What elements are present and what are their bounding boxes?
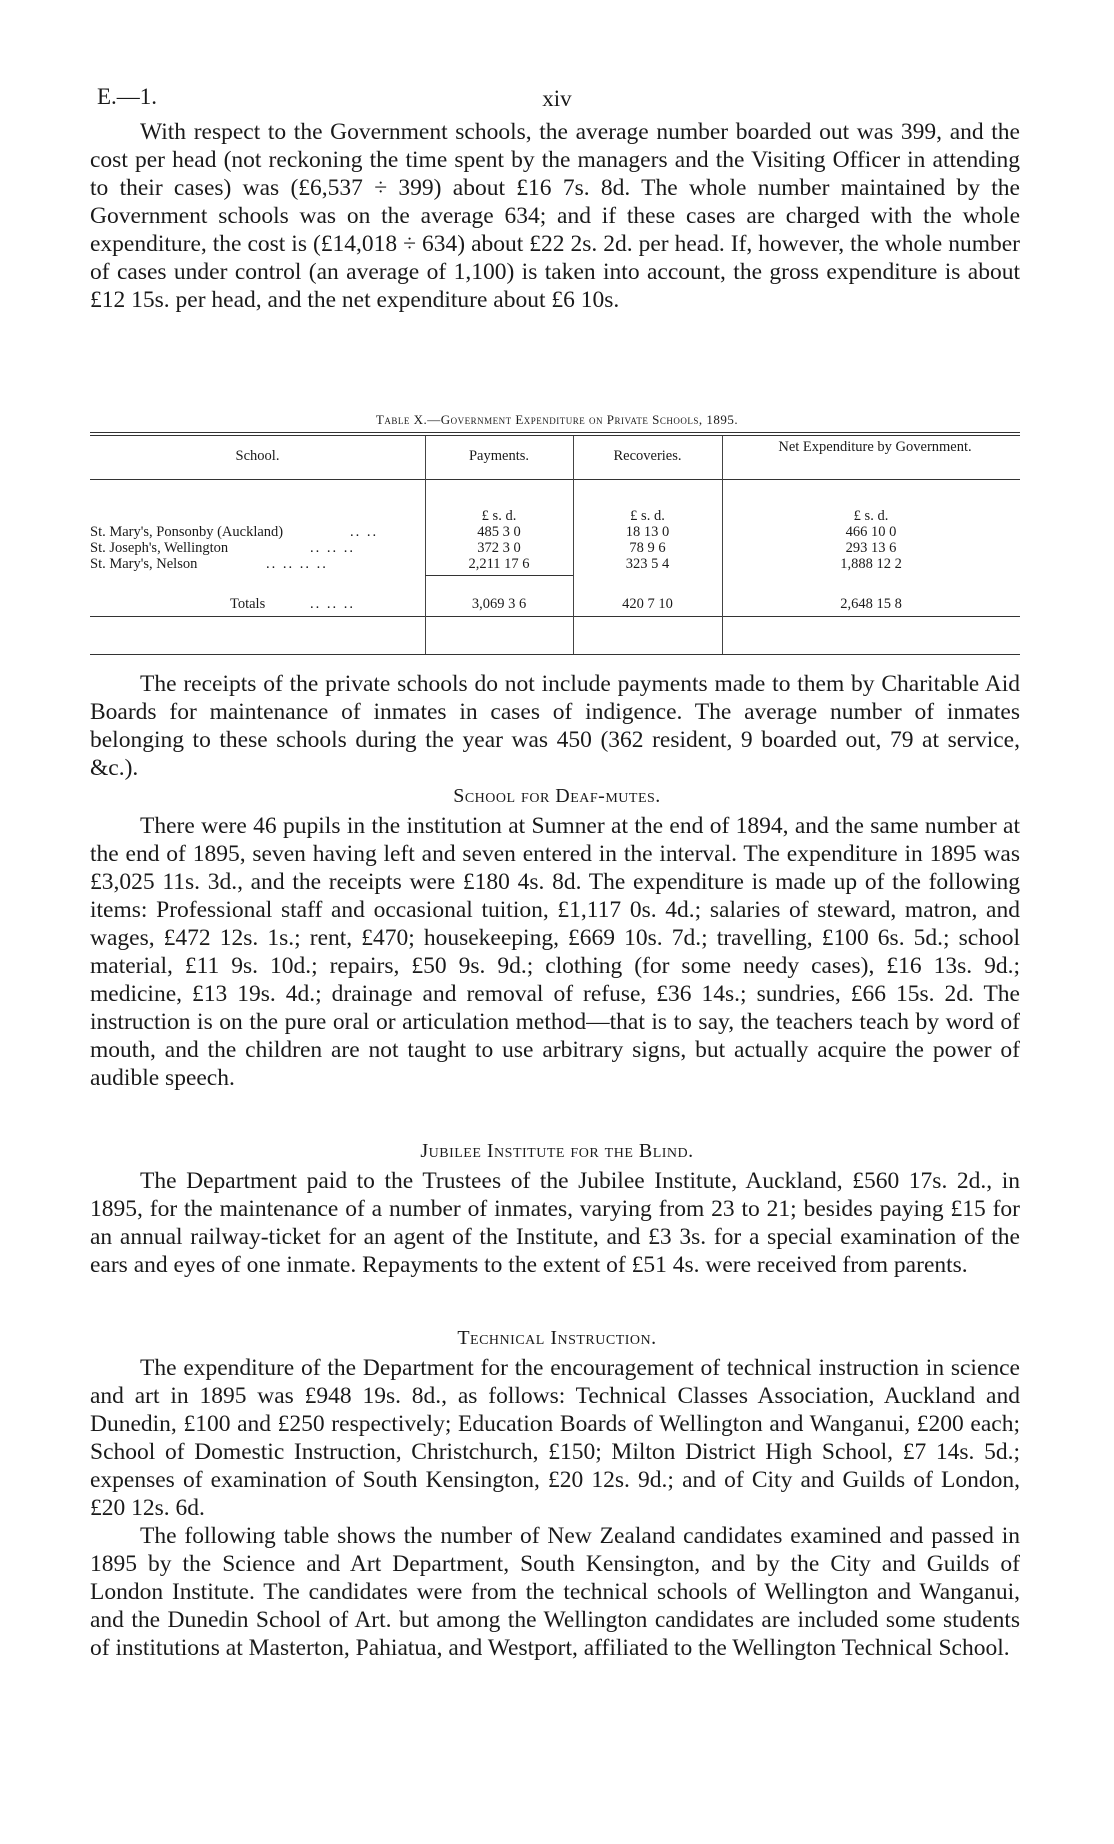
totals-leader-dots: .. .. .. (310, 596, 355, 612)
row-leader-dots: .. .. .. (310, 540, 355, 556)
units-recoveries: £ s. d. (630, 508, 665, 524)
technical-instruction-text: The expenditure of the Department for the encouragement of technical instruction in science and art in 1895 was £948 19s. 8d., as follows: Technical Classes Association, Auckland and Dunedin, £100 and £250 respectively; Education Boards of Wellington and Wanganui, £200 each; School of Domestic Instruction, Christchurch, £150; Milton District High School, £7 14s. 5d.; expenses of examination of South Kensington, £20 12s. 9d.; and of City and Guilds of London, £20 12s. 6d. The following table shows the number of New Zealand candidates examined and passed in 1895 by the Science and Art Department, South Kensington, and by the City and Guilds of London Institute. The candidates were from the technical schools of Wellington and Wanganui, and the Dunedin School of Art. but among the Wellington candidates are included some students of institutions at Masterton, Pahiatua, and Westport, affiliated to the Wellington Technical School. (90, 1355, 1020, 1661)
totals-recoveries: 420 7 10 (622, 596, 673, 612)
row-payments: 2,211 17 6 (468, 556, 530, 572)
totals-net: 2,648 15 8 (840, 596, 902, 612)
row-net: 466 10 0 (845, 524, 897, 540)
row-school: St. Mary's, Nelson (90, 556, 198, 572)
row-school: St. Joseph's, Wellington (90, 540, 229, 556)
row-payments: 372 3 0 (477, 540, 521, 556)
row-payments: 485 3 0 (477, 524, 521, 540)
intro-paragraph: With respect to the Government schools, the average number boarded out was 399, and the cost per head (not reckoning the time spent by the managers and the Visiting Officer in attending to their cases) was (£6,537 ÷ 399) about £16 7s. 8d. The whole number maintained by the Government schools was on the average 634; and if these cases are charged with the whole expenditure, the cost is (£14,018 ÷ 634) about £22 2s. 2d. per head. If, however, the whole number of cases under control (an average of 1,100) is taken into account, the gross expenditure is about £12 15s. per head, and the net expenditure about £6 10s. (90, 119, 1020, 313)
column-header-school: School. (235, 448, 280, 464)
units-net: £ s. d. (853, 508, 889, 524)
table-top-rule (90, 432, 1020, 433)
row-net: 293 13 6 (845, 540, 897, 556)
page-reference: E.—1. (97, 84, 158, 109)
table-bottom-rule (90, 654, 1020, 655)
totals-payments: 3,069 3 6 (471, 596, 527, 612)
column-header-net: Net Expenditure by Government. (778, 439, 972, 455)
row-school: St. Mary's, Ponsonby (Auckland) (90, 524, 284, 540)
receipts-paragraph: The receipts of the private schools do not include payments made to them by Charitable Aid Boards for maintenance of inmates in cases of indigence. The average number of inmates belonging to these schools during the year was 450 (362 resident, 9 boarded out, 79 at service, &c.). (90, 671, 1020, 781)
row-leader-dots: .. .. .. .. (266, 556, 328, 572)
row-recoveries: 78 9 6 (629, 540, 666, 556)
deaf-mutes-paragraph: There were 46 pupils in the institution at Sumner at the end of 1894, and the same number at the end of 1895, seven having left and seven entered in the interval. The expenditure in 1895 was £3,025 11s. 3d., and the receipts were £180 4s. 8d. The expenditure is made up of the following items: Professional staff and occasional tuition, £1,117 0s. 4d.; salaries of steward, matron, and wages, £472 12s. 1s.; rent, £470; housekeeping, £669 10s. 7d.; travelling, £100 6s. 5d.; school material, £11 9s. 10d.; repairs, £50 9s. 9d.; clothing (for some needy cases), £16 13s. 9d.; medicine, £13 19s. 4d.; drainage and removal of refuse, £36 14s.; sundries, £66 15s. 2d. The instruction is on the pure oral or articulation method—that is to say, the teachers teach by word of mouth, and the children are not taught to use arbitrary signs, but actually acquire the power of audible speech. (90, 813, 1020, 1091)
row-net: 1,888 12 2 (840, 556, 902, 572)
section-heading-deaf-mutes: School for Deaf-mutes. (453, 785, 661, 807)
table-header-rule (90, 479, 1020, 480)
column-header-payments: Payments. (468, 448, 529, 464)
column-header-recoveries: Recoveries. (613, 448, 682, 464)
section-heading-blind-institute: Jubilee Institute for the Blind. (420, 1140, 694, 1162)
row-leader-dots: .. .. (350, 524, 379, 540)
row-recoveries: 18 13 0 (625, 524, 670, 540)
blind-institute-paragraph: The Department paid to the Trustees of the Jubilee Institute, Auckland, £560 17s. 2d., in 1895, for the maintenance of a number of inmates, varying from 23 to 21; besides paying £15 for an annual railway-ticket for an agent of the Institute, and £3 3s. for a special examination of the ears and eyes of one inmate. Repayments to the extent of £51 4s. were received from parents. (90, 1168, 1020, 1278)
table-top-rule-inner (90, 435, 1020, 436)
expenditure-table (90, 432, 1020, 657)
row-recoveries: 323 5 4 (625, 556, 670, 572)
table-totals-rule (90, 616, 1020, 617)
table-caption: Table X.—Government Expenditure on Private Schools, 1895. (375, 412, 739, 427)
section-heading-technical-instruction: Technical Instruction. (457, 1327, 657, 1349)
page-number: xiv (542, 86, 572, 111)
payments-sum-rule (425, 575, 573, 576)
totals-label: Totals (230, 596, 266, 612)
units-payments: £ s. d. (481, 508, 517, 524)
